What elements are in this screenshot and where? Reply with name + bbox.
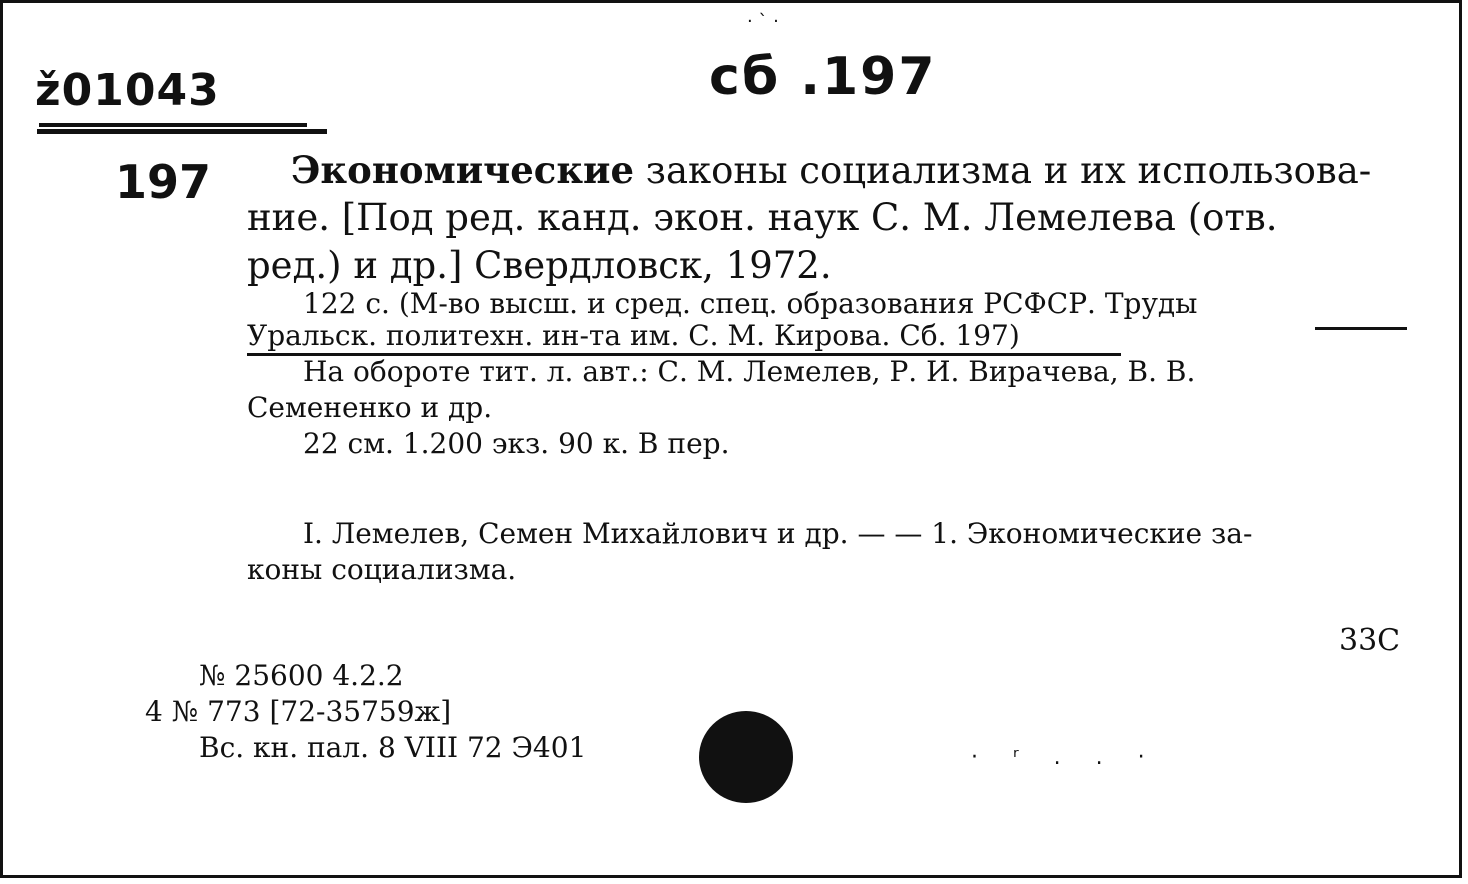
note-line: На обороте тит. л. авт.: С. М. Лемелев, Р. И. Вирачева, В. В. (303, 355, 1196, 388)
entry-number: 197 (115, 155, 212, 209)
footer-chamber: Вс. кн. пал. 8 VIII 72 Э401 (199, 731, 587, 764)
title-bold: Экономические (291, 148, 635, 192)
bottom-specks: · ʳ . . · (971, 745, 1159, 770)
shelf-mark: cб .197 (709, 47, 937, 107)
collation-line: 122 с. (М-во высш. и сред. спец. образования РСФСР. Труды (303, 287, 1198, 320)
inventory-number: ž01043 (35, 65, 220, 116)
note-line-2: Семененко и др. (247, 391, 493, 424)
footer-number: № 25600 4.2.2 (199, 659, 404, 692)
inventory-underline (39, 123, 307, 127)
imprint-line: ред.) и др.] Свердловск, 1972. (247, 244, 832, 287)
inventory-underline-double (37, 129, 327, 134)
title-rest: законы социализма и их использова- (634, 149, 1372, 192)
series-line: Уральск. политехн. ин-та им. С. М. Кирова. Сб. 197) (247, 319, 1020, 352)
footer-registration: 4 № 773 [72-35759ж] (145, 695, 452, 728)
classification-code: 33С (1339, 623, 1401, 658)
physical-description: 22 см. 1.200 экз. 90 к. В пер. (303, 427, 730, 460)
title-line (291, 148, 1371, 192)
tracing-line: I. Лемелев, Семен Михайлович и др. — — 1. Экономические за- (303, 517, 1253, 550)
shelf-mark-specks: · ` · (747, 11, 779, 32)
punch-hole (699, 711, 793, 803)
series-underline-right (1315, 327, 1407, 330)
title-line-2: ние. [Под ред. канд. экон. наук С. М. Лемелева (отв. (247, 196, 1278, 239)
tracing-line-2: коны социализма. (247, 553, 517, 586)
